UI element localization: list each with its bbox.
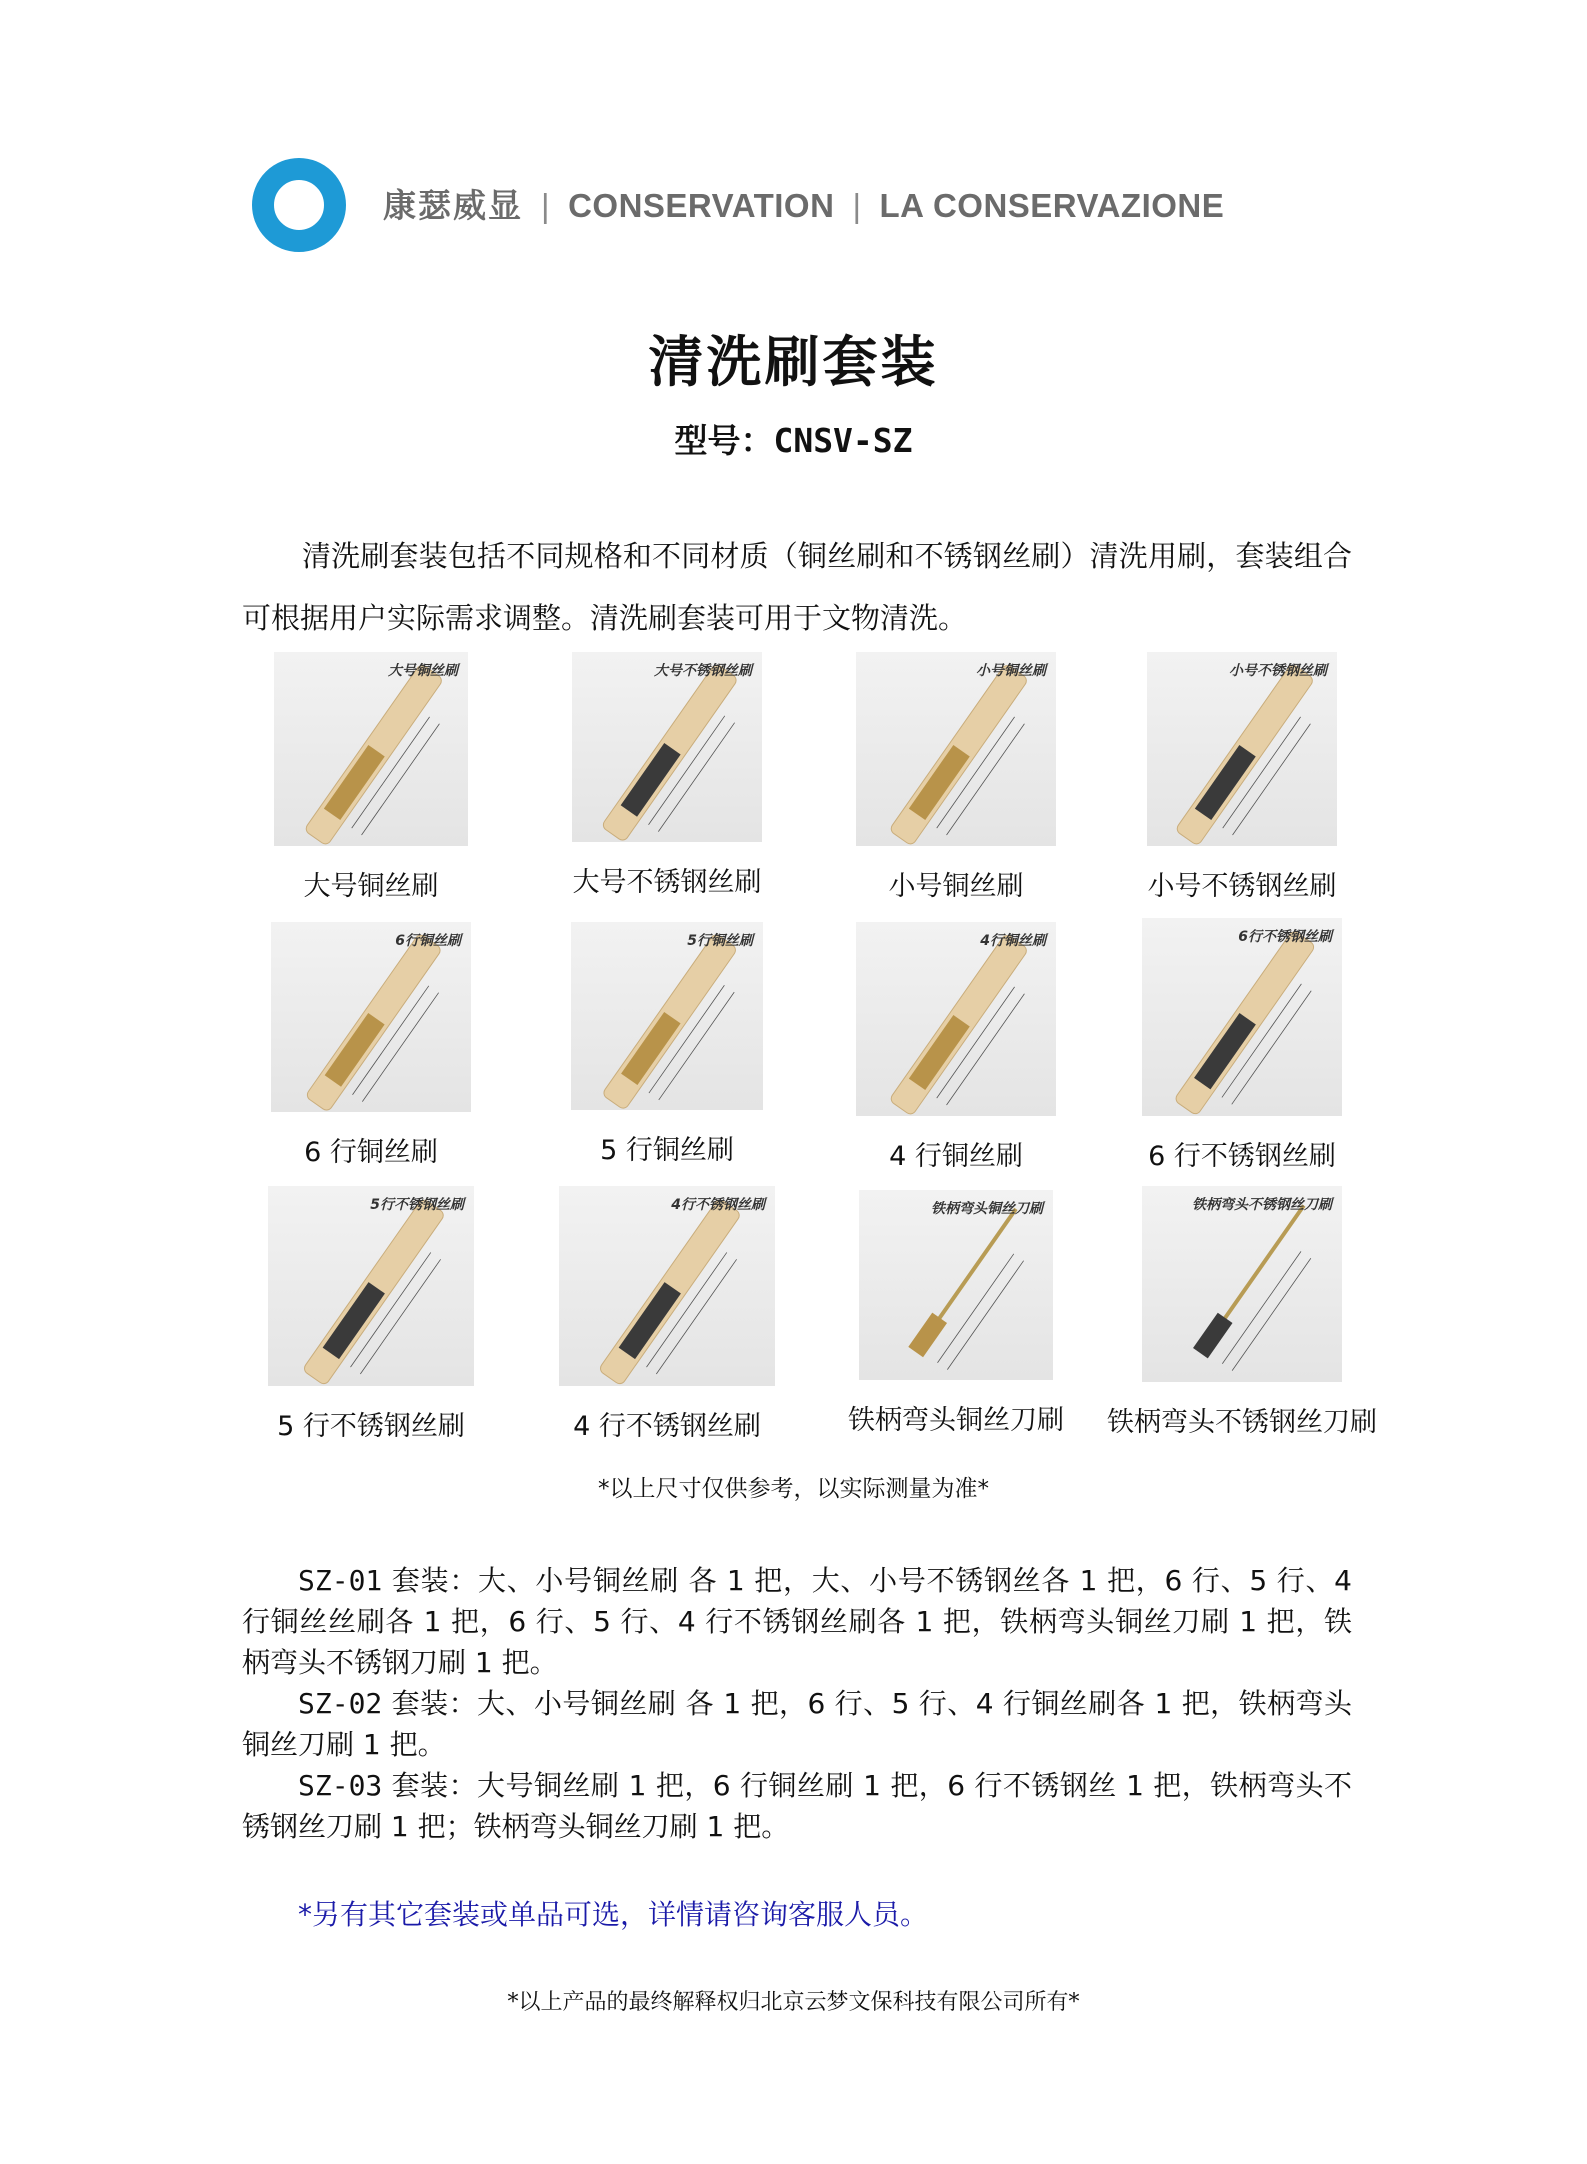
product-photo bbox=[572, 652, 762, 842]
product-item bbox=[226, 652, 516, 903]
photo-label: 铁柄弯头不锈钢丝刀刷 bbox=[1192, 1197, 1332, 1213]
product-photo bbox=[559, 1186, 775, 1386]
product-item bbox=[1097, 918, 1387, 1173]
product-photo bbox=[274, 652, 468, 846]
product-photo bbox=[1147, 652, 1337, 846]
photo-label: 4行不锈钢丝刷 bbox=[671, 1197, 765, 1213]
photo-label: 5行不锈钢丝刷 bbox=[370, 1197, 464, 1213]
product-item bbox=[1097, 1186, 1387, 1439]
brush-illustration bbox=[1142, 918, 1342, 1116]
product-name: 5 行不锈钢丝刷 bbox=[277, 1411, 465, 1442]
brand-cn: 康瑟威显 bbox=[383, 187, 523, 224]
product-photo bbox=[859, 1190, 1053, 1380]
model-number bbox=[0, 415, 1587, 462]
set-text: 套装：大、小号铜丝刷 各 1 把，大、小号不锈钢丝各 1 把，6 行、5 行、4 行铜丝丝刷各 1 把，6 行、5 行、4 行不锈钢丝刷各 1 把，铁柄弯头铜丝刀刷 1 把，铁柄弯头不锈钢刀刷 1 把。 bbox=[242, 1564, 1352, 1679]
product-name: 大号不锈钢丝刷 bbox=[572, 867, 762, 898]
brush-illustration bbox=[1147, 652, 1337, 846]
brush-illustration bbox=[1142, 1186, 1342, 1382]
model-label: 型号： bbox=[674, 421, 774, 460]
set-text: 套装：大、小号铜丝刷 各 1 把，6 行、5 行、4 行铜丝刷各 1 把，铁柄弯头铜丝刀刷 1 把。 bbox=[242, 1687, 1352, 1761]
product-photo bbox=[271, 922, 471, 1112]
footer-disclaimer: *以上产品的最终解释权归北京云梦文保科技有限公司所有* bbox=[507, 1990, 1080, 2015]
product-item bbox=[811, 652, 1101, 903]
brand-separator: | bbox=[541, 187, 551, 224]
photo-label: 大号铜丝刷 bbox=[388, 663, 458, 679]
logo-ring-icon bbox=[252, 158, 346, 252]
set-code: SZ-02 bbox=[298, 1687, 383, 1720]
product-name: 5 行铜丝刷 bbox=[600, 1135, 734, 1166]
brush-illustration bbox=[572, 652, 762, 842]
contact-note: *另有其它套装或单品可选，详情请咨询客服人员。 bbox=[298, 1898, 929, 1931]
set-item bbox=[242, 1560, 1352, 1683]
product-item bbox=[522, 1186, 812, 1443]
product-name: 铁柄弯头铜丝刀刷 bbox=[848, 1405, 1064, 1436]
model-code: CNSV-SZ bbox=[773, 421, 913, 460]
brush-illustration bbox=[856, 652, 1056, 846]
product-name: 小号铜丝刷 bbox=[888, 871, 1024, 902]
photo-label: 铁柄弯头铜丝刀刷 bbox=[931, 1201, 1043, 1217]
brush-illustration bbox=[268, 1186, 474, 1386]
product-photo bbox=[856, 652, 1056, 846]
product-item bbox=[522, 652, 812, 899]
photo-label: 大号不锈钢丝刷 bbox=[654, 663, 752, 679]
product-item bbox=[811, 922, 1101, 1173]
intro-paragraph: 清洗刷套装包括不同规格和不同材质（铜丝刷和不锈钢丝刷）清洗用刷，套装组合可根据用户实际需求调整。清洗刷套装可用于文物清洗。 bbox=[242, 539, 1352, 635]
brand-it: LA CONSERVAZIONE bbox=[879, 187, 1225, 224]
brand-line bbox=[383, 180, 1224, 227]
set-code: SZ-03 bbox=[298, 1769, 383, 1802]
product-item bbox=[811, 1190, 1101, 1437]
brush-illustration bbox=[856, 922, 1056, 1116]
product-name: 6 行不锈钢丝刷 bbox=[1148, 1141, 1336, 1172]
product-name: 4 行铜丝刷 bbox=[889, 1141, 1023, 1172]
set-text: 套装：大号铜丝刷 1 把，6 行铜丝刷 1 把，6 行不锈钢丝 1 把，铁柄弯头不锈钢丝刀刷 1 把；铁柄弯头铜丝刀刷 1 把。 bbox=[242, 1769, 1352, 1843]
set-item bbox=[242, 1683, 1352, 1765]
brand-en: CONSERVATION bbox=[568, 187, 835, 224]
product-name: 6 行铜丝刷 bbox=[304, 1137, 438, 1168]
product-name: 大号铜丝刷 bbox=[303, 871, 439, 902]
brush-illustration bbox=[559, 1186, 775, 1386]
photo-label: 6行铜丝刷 bbox=[395, 933, 461, 949]
photo-label: 小号不锈钢丝刷 bbox=[1229, 663, 1327, 679]
product-photo bbox=[1142, 1186, 1342, 1382]
product-name: 4 行不锈钢丝刷 bbox=[573, 1411, 761, 1442]
product-photo bbox=[856, 922, 1056, 1116]
brush-illustration bbox=[859, 1190, 1053, 1380]
photo-label: 小号铜丝刷 bbox=[976, 663, 1046, 679]
set-code: SZ-01 bbox=[298, 1564, 383, 1597]
product-name: 小号不锈钢丝刷 bbox=[1147, 871, 1337, 902]
product-photo bbox=[1142, 918, 1342, 1116]
product-item bbox=[226, 922, 516, 1169]
product-photo bbox=[268, 1186, 474, 1386]
photo-label: 6行不锈钢丝刷 bbox=[1238, 929, 1332, 945]
product-name: 铁柄弯头不锈钢丝刀刷 bbox=[1107, 1407, 1377, 1438]
page-title: 清洗刷套装 bbox=[648, 330, 939, 394]
set-item bbox=[242, 1765, 1352, 1847]
sets-list bbox=[242, 1560, 1352, 1847]
product-item bbox=[226, 1186, 516, 1443]
brand-separator-2: | bbox=[852, 187, 862, 224]
photo-label: 4行铜丝刷 bbox=[980, 933, 1046, 949]
size-note: *以上尺寸仅供参考，以实际测量为准* bbox=[598, 1476, 989, 1502]
brush-illustration bbox=[274, 652, 468, 846]
brush-illustration bbox=[271, 922, 471, 1112]
brush-illustration bbox=[571, 922, 763, 1110]
product-photo bbox=[571, 922, 763, 1110]
product-item bbox=[522, 922, 812, 1167]
product-item bbox=[1097, 652, 1387, 903]
photo-label: 5行铜丝刷 bbox=[687, 933, 753, 949]
